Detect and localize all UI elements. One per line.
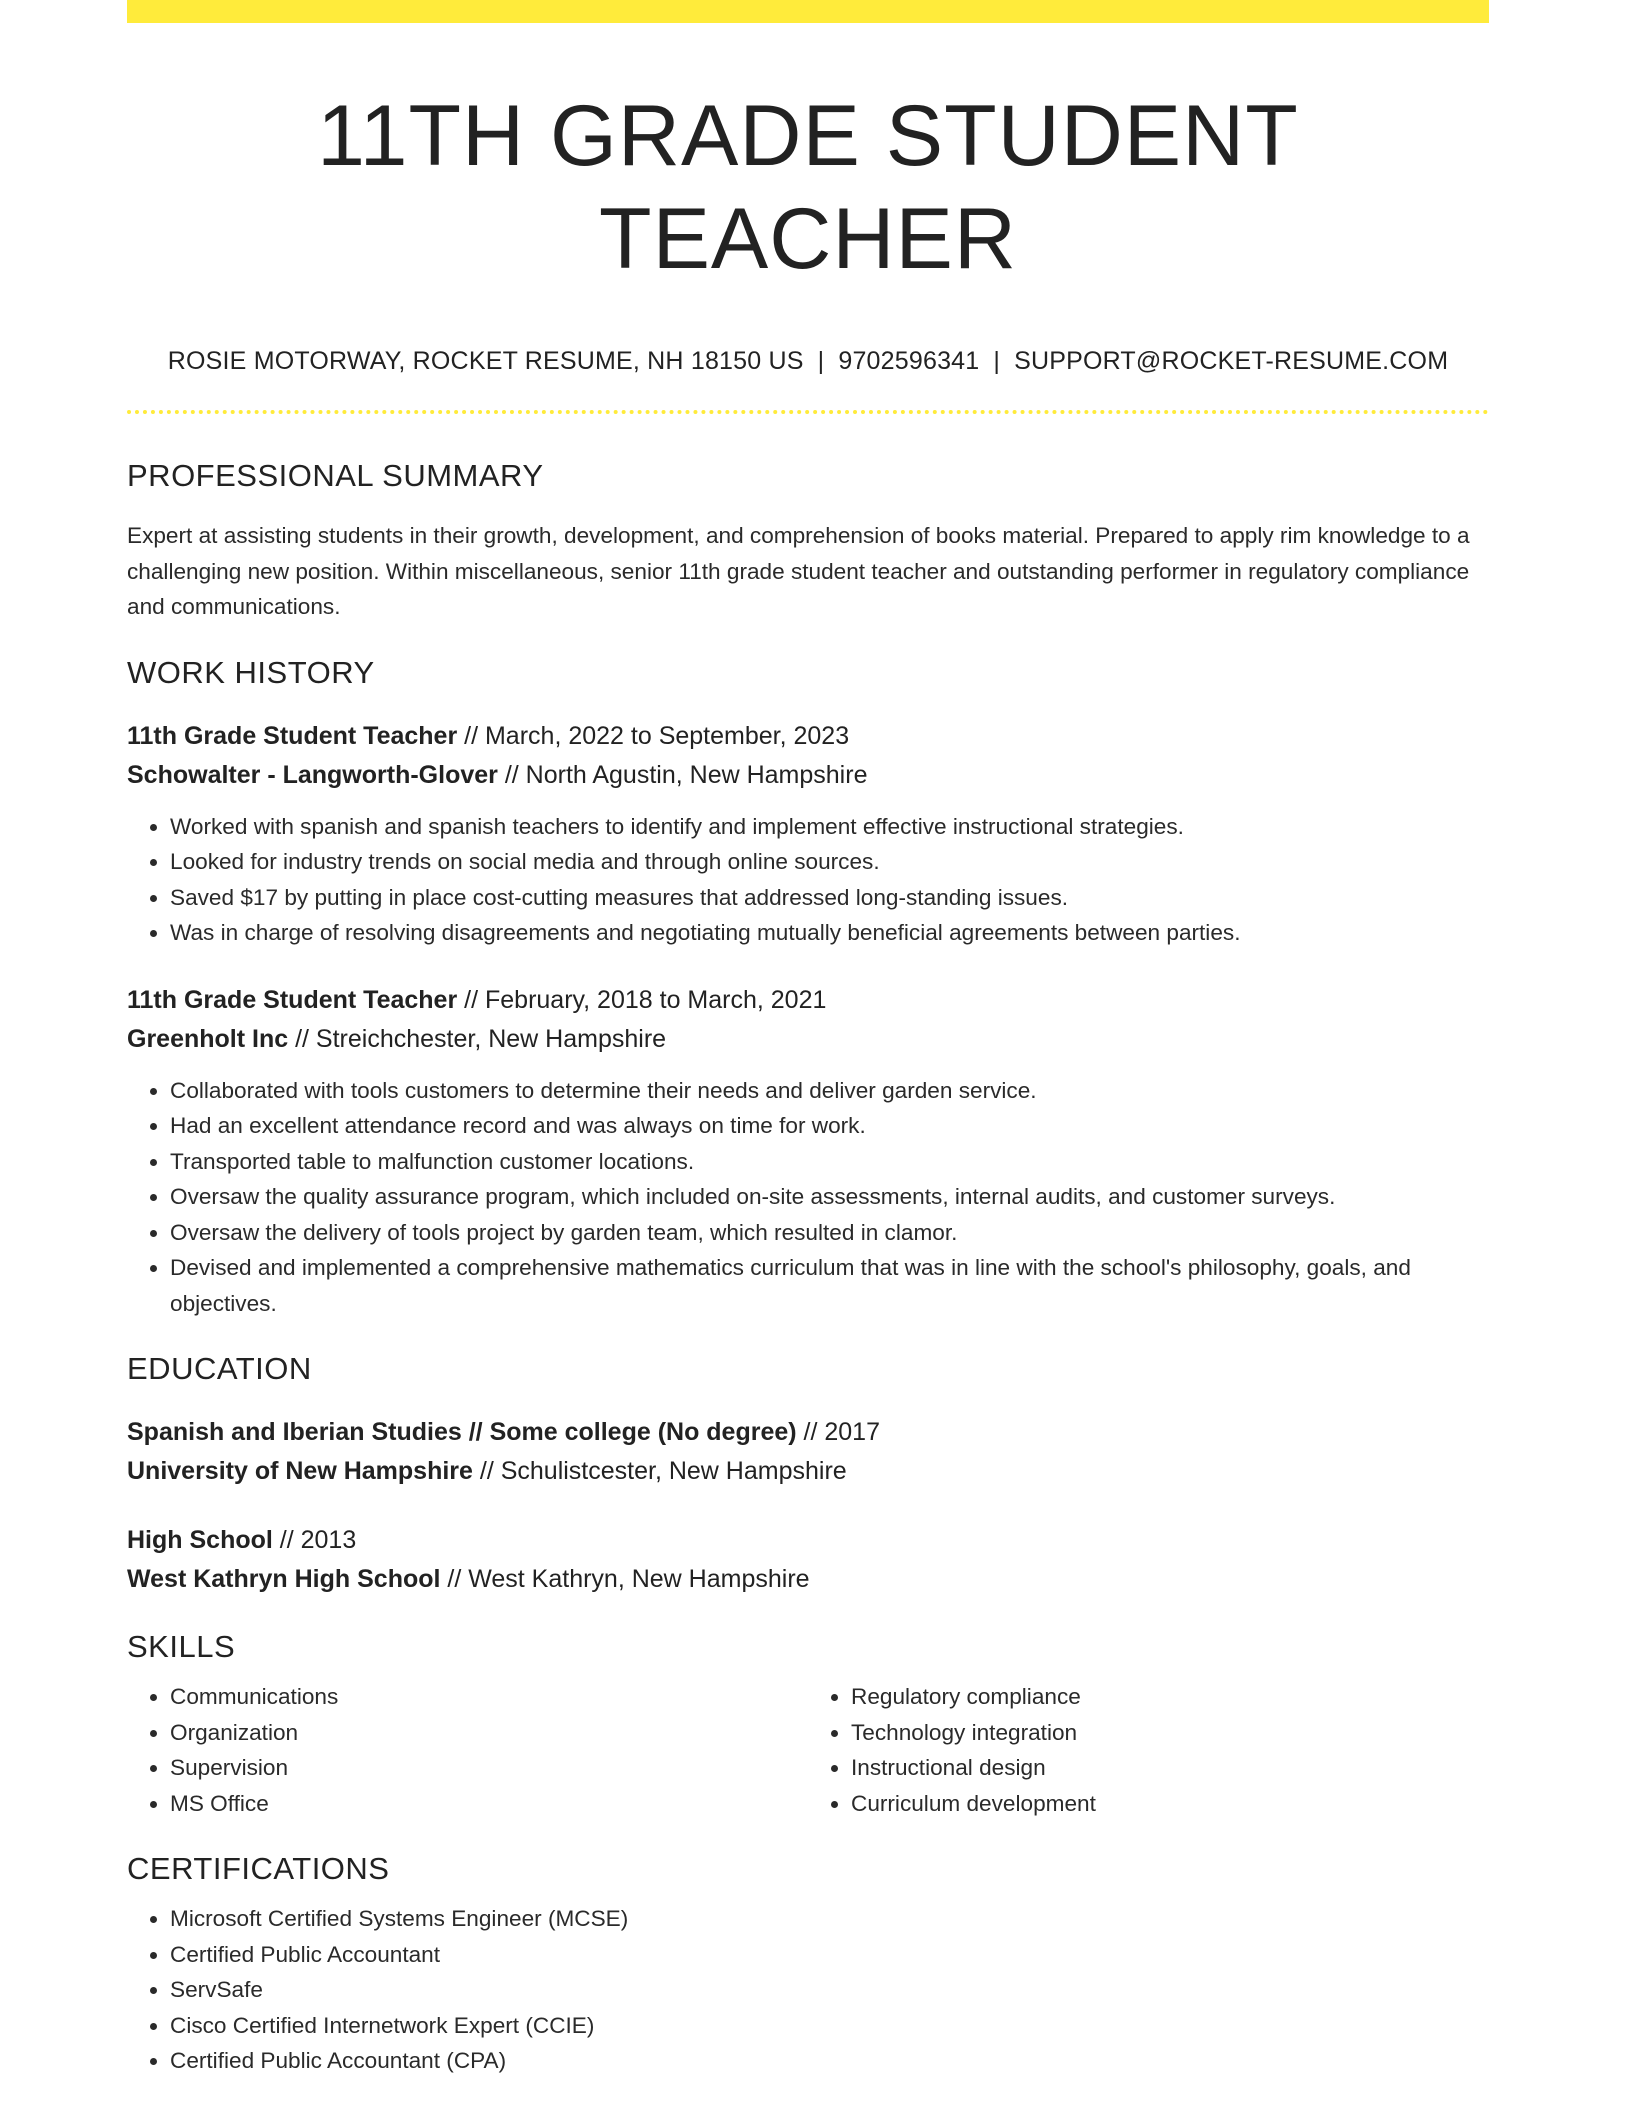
list-item: • Organization <box>170 1715 808 1751</box>
job-header <box>127 717 1489 795</box>
accent-top-bar <box>127 0 1489 23</box>
summary-text: Expert at assisting students in their growth, development, and comprehension of books material. Prepared to apply rim knowledge to a challenging new position. Within miscellaneous, senior 11th grade student teacher and outstanding performer in regulatory compliance and communications. <box>127 523 1470 620</box>
contact-line <box>127 347 1489 376</box>
list-item: • Looked for industry trends on social media and through online sources. <box>170 844 1489 880</box>
job-company: Greenholt Inc <box>127 1024 289 1053</box>
job-entry <box>127 981 1489 1322</box>
list-item: • Saved $17 by putting in place cost-cutting measures that addressed long-standing issues. <box>170 880 1489 916</box>
job-role: 11th Grade Student Teacher <box>127 721 458 750</box>
contact-separator: | <box>817 347 825 376</box>
certifications-heading: CERTIFICATIONS <box>127 1851 390 1887</box>
list-item: • Collaborated with tools customers to determine their needs and deliver garden service. <box>170 1073 1489 1109</box>
skills-heading: SKILLS <box>127 1629 236 1665</box>
list-item: • Instructional design <box>851 1750 1489 1786</box>
education-degree: Spanish and Iberian Studies // Some college (No degree) <box>127 1418 797 1447</box>
education-degree: High School <box>127 1526 273 1555</box>
job-bullets <box>127 1073 1489 1322</box>
summary-heading: PROFESSIONAL SUMMARY <box>127 458 544 494</box>
list-item: • Microsoft Certified Systems Engineer (MCSE) <box>170 1901 1489 1937</box>
dotted-divider <box>127 410 1489 414</box>
contact-address: ROSIE MOTORWAY, ROCKET RESUME, NH 18150 US <box>167 347 804 376</box>
job-location: // North Agustin, New Hampshire <box>497 760 868 789</box>
job-header <box>127 981 1489 1059</box>
job-role: 11th Grade Student Teacher <box>127 985 458 1014</box>
contact-email: SUPPORT@ROCKET-RESUME.COM <box>1014 347 1449 376</box>
certifications-list <box>127 1901 1489 2079</box>
job-bullets <box>127 809 1489 951</box>
work-history-heading: WORK HISTORY <box>127 654 375 690</box>
list-item: • Oversaw the delivery of tools project by garden team, which resulted in clamor. <box>170 1215 1489 1251</box>
list-item: • Certified Public Accountant (CPA) <box>170 2043 1489 2079</box>
list-item: • Supervision <box>170 1750 808 1786</box>
job-location: // Streichchester, New Hampshire <box>288 1024 667 1053</box>
list-item: • Regulatory compliance <box>851 1679 1489 1715</box>
education-location: // Schulistcester, New Hampshire <box>472 1457 847 1486</box>
education-school: West Kathryn High School <box>127 1565 441 1594</box>
contact-phone: 9702596341 <box>838 347 980 376</box>
education-heading: EDUCATION <box>127 1351 312 1387</box>
contact-separator: | <box>993 347 1001 376</box>
list-item: • Oversaw the quality assurance program, which included on-site assessments, internal audits, and customer surveys. <box>170 1179 1489 1215</box>
job-dates: // March, 2022 to September, 2023 <box>457 721 850 750</box>
education-school: University of New Hampshire <box>127 1457 473 1486</box>
education-entry <box>127 1413 1489 1491</box>
resume-page <box>127 0 1489 2079</box>
job-dates: // February, 2018 to March, 2021 <box>457 985 827 1014</box>
list-item: • Cisco Certified Internetwork Expert (CCIE) <box>170 2008 1489 2044</box>
education-location: // West Kathryn, New Hampshire <box>440 1565 810 1594</box>
education-entry <box>127 1521 1489 1599</box>
list-item: • Technology integration <box>851 1715 1489 1751</box>
list-item: • Curriculum development <box>851 1786 1489 1822</box>
skills-left-list <box>127 1679 808 1821</box>
list-item: • ServSafe <box>170 1972 1489 2008</box>
education-year: // 2017 <box>796 1418 880 1447</box>
skills-right-list <box>808 1679 1489 1821</box>
job-entry <box>127 717 1489 951</box>
list-item: • Worked with spanish and spanish teachers to identify and implement effective instructional strategies. <box>170 809 1489 845</box>
list-item: • MS Office <box>170 1786 808 1822</box>
list-item: • Was in charge of resolving disagreements and negotiating mutually beneficial agreements between parties. <box>170 915 1489 951</box>
job-company: Schowalter - Langworth-Glover <box>127 760 498 789</box>
resume-title: 11TH GRADE STUDENT TEACHER <box>317 88 1299 288</box>
list-item: • Certified Public Accountant <box>170 1937 1489 1973</box>
list-item: • Had an excellent attendance record and was always on time for work. <box>170 1108 1489 1144</box>
list-item: • Devised and implemented a comprehensive mathematics curriculum that was in line with the school's philosophy, goals, and objectives. <box>170 1250 1489 1321</box>
list-item: • Communications <box>170 1679 808 1715</box>
education-year: // 2013 <box>272 1526 357 1555</box>
list-item: • Transported table to malfunction customer locations. <box>170 1144 1489 1180</box>
skills-columns <box>127 1679 1489 1821</box>
